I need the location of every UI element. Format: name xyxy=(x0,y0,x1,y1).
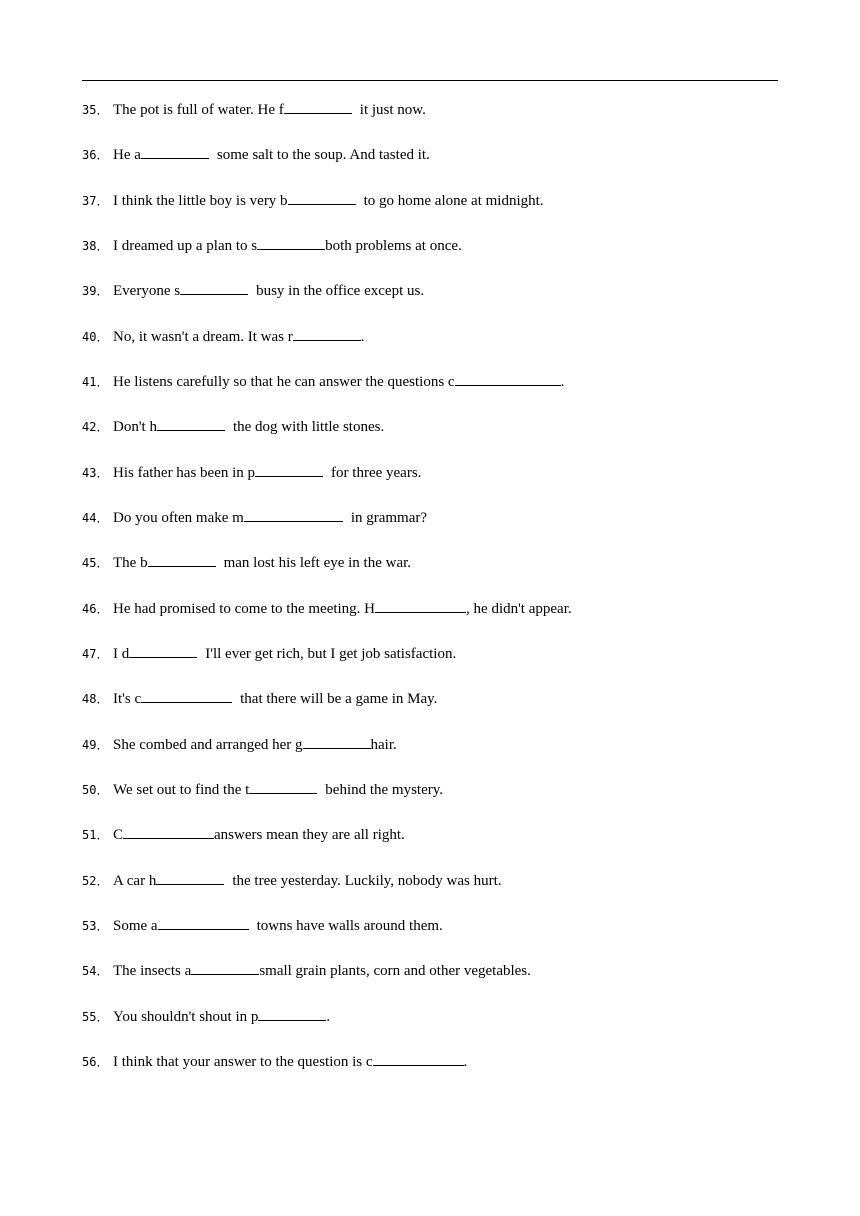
question-prefix: No, it wasn't a dream. It was r xyxy=(113,329,293,345)
question-suffix: man lost his left eye in the war. xyxy=(223,555,412,571)
question-suffix: . xyxy=(360,329,365,345)
question-number: 35． xyxy=(82,103,109,117)
question-item xyxy=(82,1051,467,1073)
question-prefix: I think that your answer to the question is c xyxy=(113,1054,373,1070)
question-text xyxy=(113,510,427,526)
question-text xyxy=(113,918,443,934)
question-prefix: Everyone s xyxy=(113,283,181,299)
question-suffix: . xyxy=(463,1054,468,1070)
question-number: 39． xyxy=(82,284,109,298)
question-item xyxy=(82,235,462,257)
question-prefix: I d xyxy=(113,646,130,662)
question-number: 43． xyxy=(82,466,109,480)
question-prefix: He listens carefully so that he can answer the questions c xyxy=(113,374,455,390)
answer-blank[interactable] xyxy=(156,870,224,885)
question-number: 38． xyxy=(82,239,109,253)
question-item xyxy=(82,507,427,529)
answer-blank[interactable] xyxy=(255,462,323,477)
question-text xyxy=(113,873,502,889)
question-item xyxy=(82,462,421,484)
answer-blank[interactable] xyxy=(244,507,343,522)
answer-blank[interactable] xyxy=(123,824,214,839)
answer-blank[interactable] xyxy=(375,598,466,613)
question-item xyxy=(82,326,365,348)
question-prefix: He a xyxy=(113,147,141,163)
question-number: 52． xyxy=(82,874,109,888)
answer-blank[interactable] xyxy=(257,235,325,250)
question-number: 41． xyxy=(82,375,109,389)
question-suffix: . xyxy=(326,1009,331,1025)
question-prefix: The pot is full of water. He f xyxy=(113,102,284,118)
question-text xyxy=(113,646,456,662)
question-suffix: that there will be a game in May. xyxy=(240,691,438,707)
question-item xyxy=(82,144,430,166)
question-text xyxy=(113,193,544,209)
question-text xyxy=(113,283,424,299)
question-item xyxy=(82,99,426,121)
question-number: 56． xyxy=(82,1055,109,1069)
question-prefix: Don't h xyxy=(113,419,157,435)
question-text xyxy=(113,555,411,571)
question-number: 37． xyxy=(82,194,109,208)
question-number: 55． xyxy=(82,1010,109,1024)
answer-blank[interactable] xyxy=(158,915,249,930)
answer-blank[interactable] xyxy=(249,779,317,794)
answer-blank[interactable] xyxy=(373,1051,464,1066)
question-prefix: C xyxy=(113,827,124,843)
question-item xyxy=(82,824,405,846)
question-item xyxy=(82,371,564,393)
question-text xyxy=(113,782,443,798)
question-item xyxy=(82,915,443,937)
question-prefix: You shouldn't shout in p xyxy=(113,1009,259,1025)
header-rule xyxy=(82,80,778,81)
question-text xyxy=(113,102,426,118)
question-prefix: I dreamed up a plan to s xyxy=(113,238,258,254)
question-text xyxy=(113,827,405,843)
question-number: 40． xyxy=(82,330,109,344)
answer-blank[interactable] xyxy=(180,280,248,295)
answer-blank[interactable] xyxy=(141,688,232,703)
answer-blank[interactable] xyxy=(288,190,356,205)
question-number: 51． xyxy=(82,828,109,842)
question-item xyxy=(82,190,544,212)
question-suffix: in grammar? xyxy=(350,510,428,526)
question-suffix: the dog with little stones. xyxy=(232,419,385,435)
question-number: 49． xyxy=(82,738,109,752)
question-prefix: The b xyxy=(113,555,148,571)
question-text xyxy=(113,147,430,163)
question-number: 46． xyxy=(82,602,109,616)
answer-blank[interactable] xyxy=(258,1006,326,1021)
question-suffix: to go home alone at midnight. xyxy=(363,193,544,209)
question-item xyxy=(82,598,572,620)
question-item xyxy=(82,1006,330,1028)
question-item xyxy=(82,280,424,302)
question-suffix: behind the mystery. xyxy=(325,782,444,798)
question-number: 53． xyxy=(82,919,109,933)
question-suffix: answers mean they are all right. xyxy=(214,827,405,843)
question-prefix: A car h xyxy=(113,873,157,889)
question-number: 48． xyxy=(82,692,109,706)
question-suffix: it just now. xyxy=(359,102,426,118)
question-item xyxy=(82,552,411,574)
question-text xyxy=(113,465,421,481)
question-number: 47． xyxy=(82,647,109,661)
question-text xyxy=(113,1009,330,1025)
question-text xyxy=(113,329,365,345)
question-prefix: I think the little boy is very b xyxy=(113,193,288,209)
answer-blank[interactable] xyxy=(293,326,361,341)
question-item xyxy=(82,688,437,710)
question-text xyxy=(113,1054,467,1070)
question-item xyxy=(82,416,384,438)
question-item xyxy=(82,643,456,665)
question-number: 50． xyxy=(82,783,109,797)
question-item xyxy=(82,960,531,982)
question-suffix: some salt to the soup. And tasted it. xyxy=(216,147,430,163)
question-item xyxy=(82,734,397,756)
answer-blank[interactable] xyxy=(303,734,371,749)
question-prefix: The insects a xyxy=(113,963,192,979)
answer-blank[interactable] xyxy=(191,960,259,975)
answer-blank[interactable] xyxy=(157,416,225,431)
question-suffix: small grain plants, corn and other vegetables. xyxy=(259,963,531,979)
question-prefix: It's c xyxy=(113,691,142,707)
question-number: 42． xyxy=(82,420,109,434)
question-text xyxy=(113,737,397,753)
question-suffix: the tree yesterday. Luckily, nobody was hurt. xyxy=(232,873,502,889)
answer-blank[interactable] xyxy=(141,144,209,159)
question-text xyxy=(113,374,564,390)
answer-blank[interactable] xyxy=(148,552,216,567)
question-item xyxy=(82,870,502,892)
question-text xyxy=(113,601,572,617)
question-suffix: for three years. xyxy=(331,465,422,481)
question-suffix: , he didn't appear. xyxy=(466,601,572,617)
question-prefix: He had promised to come to the meeting. H xyxy=(113,601,376,617)
question-text xyxy=(113,963,531,979)
question-suffix: hair. xyxy=(370,737,397,753)
question-suffix: I'll ever get rich, but I get job satisfaction. xyxy=(205,646,457,662)
question-number: 44． xyxy=(82,511,109,525)
question-prefix: We set out to find the t xyxy=(113,782,250,798)
question-number: 54． xyxy=(82,964,109,978)
question-text xyxy=(113,691,437,707)
question-suffix: both problems at once. xyxy=(325,238,462,254)
question-prefix: She combed and arranged her g xyxy=(113,737,303,753)
question-suffix: . xyxy=(560,374,565,390)
answer-blank[interactable] xyxy=(455,371,561,386)
question-item xyxy=(82,779,443,801)
question-suffix: busy in the office except us. xyxy=(256,283,425,299)
question-prefix: Do you often make m xyxy=(113,510,244,526)
answer-blank[interactable] xyxy=(129,643,197,658)
question-number: 36． xyxy=(82,148,109,162)
question-text xyxy=(113,419,384,435)
question-suffix: towns have walls around them. xyxy=(256,918,443,934)
question-prefix: Some a xyxy=(113,918,158,934)
question-text xyxy=(113,238,462,254)
answer-blank[interactable] xyxy=(284,99,352,114)
question-prefix: His father has been in p xyxy=(113,465,256,481)
question-number: 45． xyxy=(82,556,109,570)
